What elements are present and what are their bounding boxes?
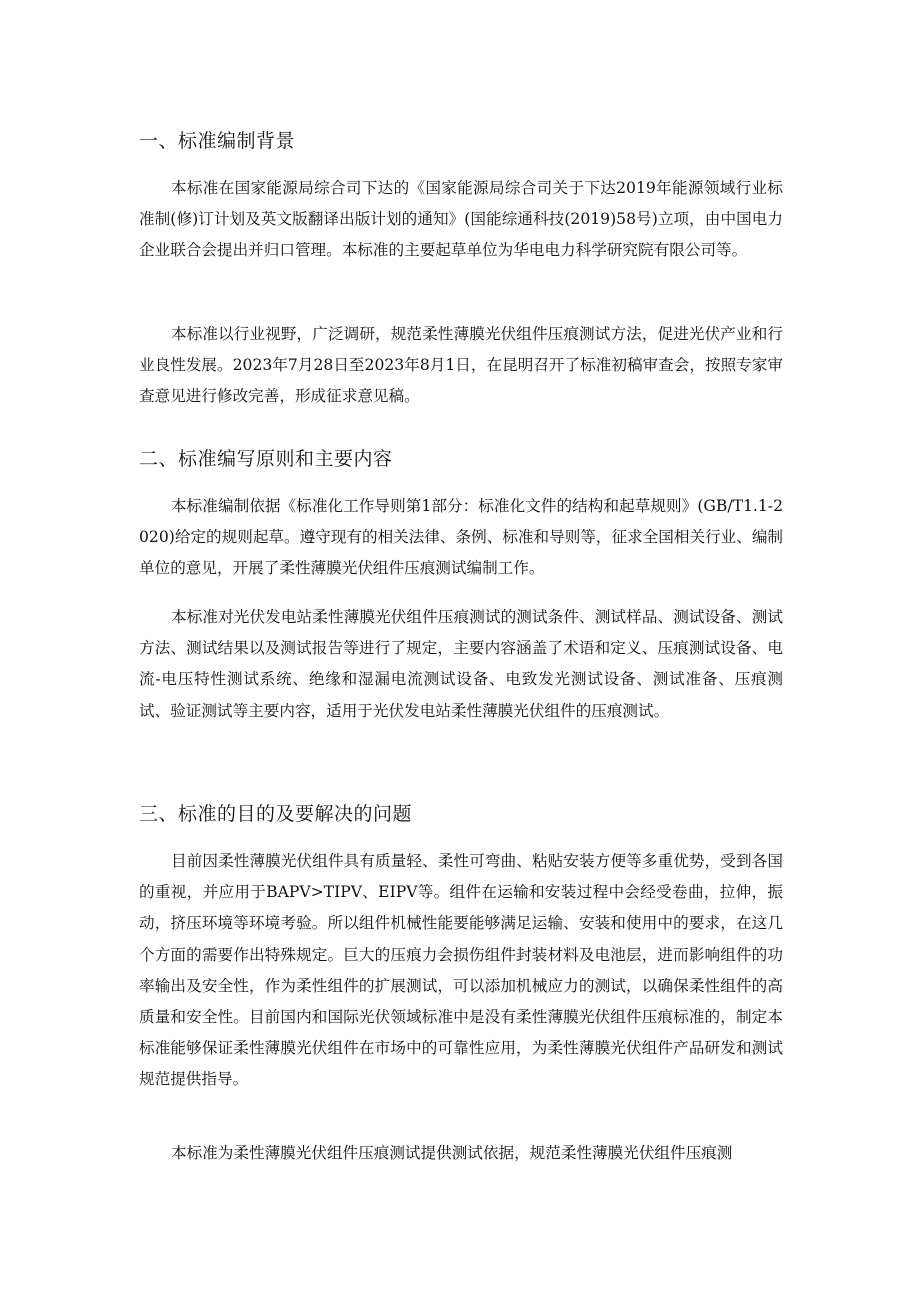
section-2-paragraph-1: 本标准编制依据《标准化工作导则第1部分：标准化文件的结构和起草规则》(GB/T1.1-2020)给定的规则起草。遵守现有的相关法律、条例、标准和导则等，征求全国相关行业、编制单位的意见，开展了柔性薄膜光伏组件压痕测试编制工作。 xyxy=(139,497,784,578)
section-1-paragraph-1: 本标准在国家能源局综合司下达的《国家能源局综合司关于下达2019年能源领域行业标准制(修)订计划及英文版翻译出版计划的通知》(国能综通科技(2019)58号)立项，由中国电力企业联合会提出并归口管理。本标准的主要起草单位为华电电力科学研究院有限公司等。 xyxy=(139,179,783,260)
section-3-paragraph-2: 本标准为柔性薄膜光伏组件压痕测试提供测试依据，规范柔性薄膜光伏组件压痕测 xyxy=(171,1144,733,1162)
section-3-paragraph-1: 目前因柔性薄膜光伏组件具有质量轻、柔性可弯曲、粘贴安装方便等多重优势，受到各国的重视，并应用于BAPV>TIPV、EIPV等。组件在运输和安装过程中会经受卷曲，拉伸，振动，挤压环境等环境考验。所以组件机械性能要能够满足运输、安装和使用中的要求，在这几个方面的需要作出特殊规定。巨大的压痕力会损伤组件封装材料及电池层，进而影响组件的功率输出及安全性，作为柔性组件的扩展测试，可以添加机械应力的测试，以确保柔性组件的高质量和安全性。目前国内和国际光伏领域标准中是没有柔性薄膜光伏组件压痕标准的，制定本标准能够保证柔性薄膜光伏组件在市场中的可靠性应用，为柔性薄膜光伏组件产品研发和测试规范提供指导。 xyxy=(139,852,783,1089)
section-1-heading: 一、标准编制背景 xyxy=(139,130,296,152)
section-2-heading: 二、标准编写原则和主要内容 xyxy=(139,448,393,470)
section-3-heading: 三、标准的目的及要解决的问题 xyxy=(139,803,413,825)
section-1-paragraph-2: 本标准以行业视野，广泛调研，规范柔性薄膜光伏组件压痕测试方法，促进光伏产业和行业良性发展。2023年7月28日至2023年8月1日，在昆明召开了标准初稿审查会，按照专家审查意见进行修改完善，形成征求意见稿。 xyxy=(139,325,783,406)
section-2-paragraph-2: 本标准对光伏发电站柔性薄膜光伏组件压痕测试的测试条件、测试样品、测试设备、测试方法、测试结果以及测试报告等进行了规定，主要内容涵盖了术语和定义、压痕测试设备、电流-电压特性测试系统、绝缘和湿漏电流测试设备、电致发光测试设备、测试准备、压痕测试、验证测试等主要内容，适用于光伏发电站柔性薄膜光伏组件的压痕测试。 xyxy=(139,608,783,720)
